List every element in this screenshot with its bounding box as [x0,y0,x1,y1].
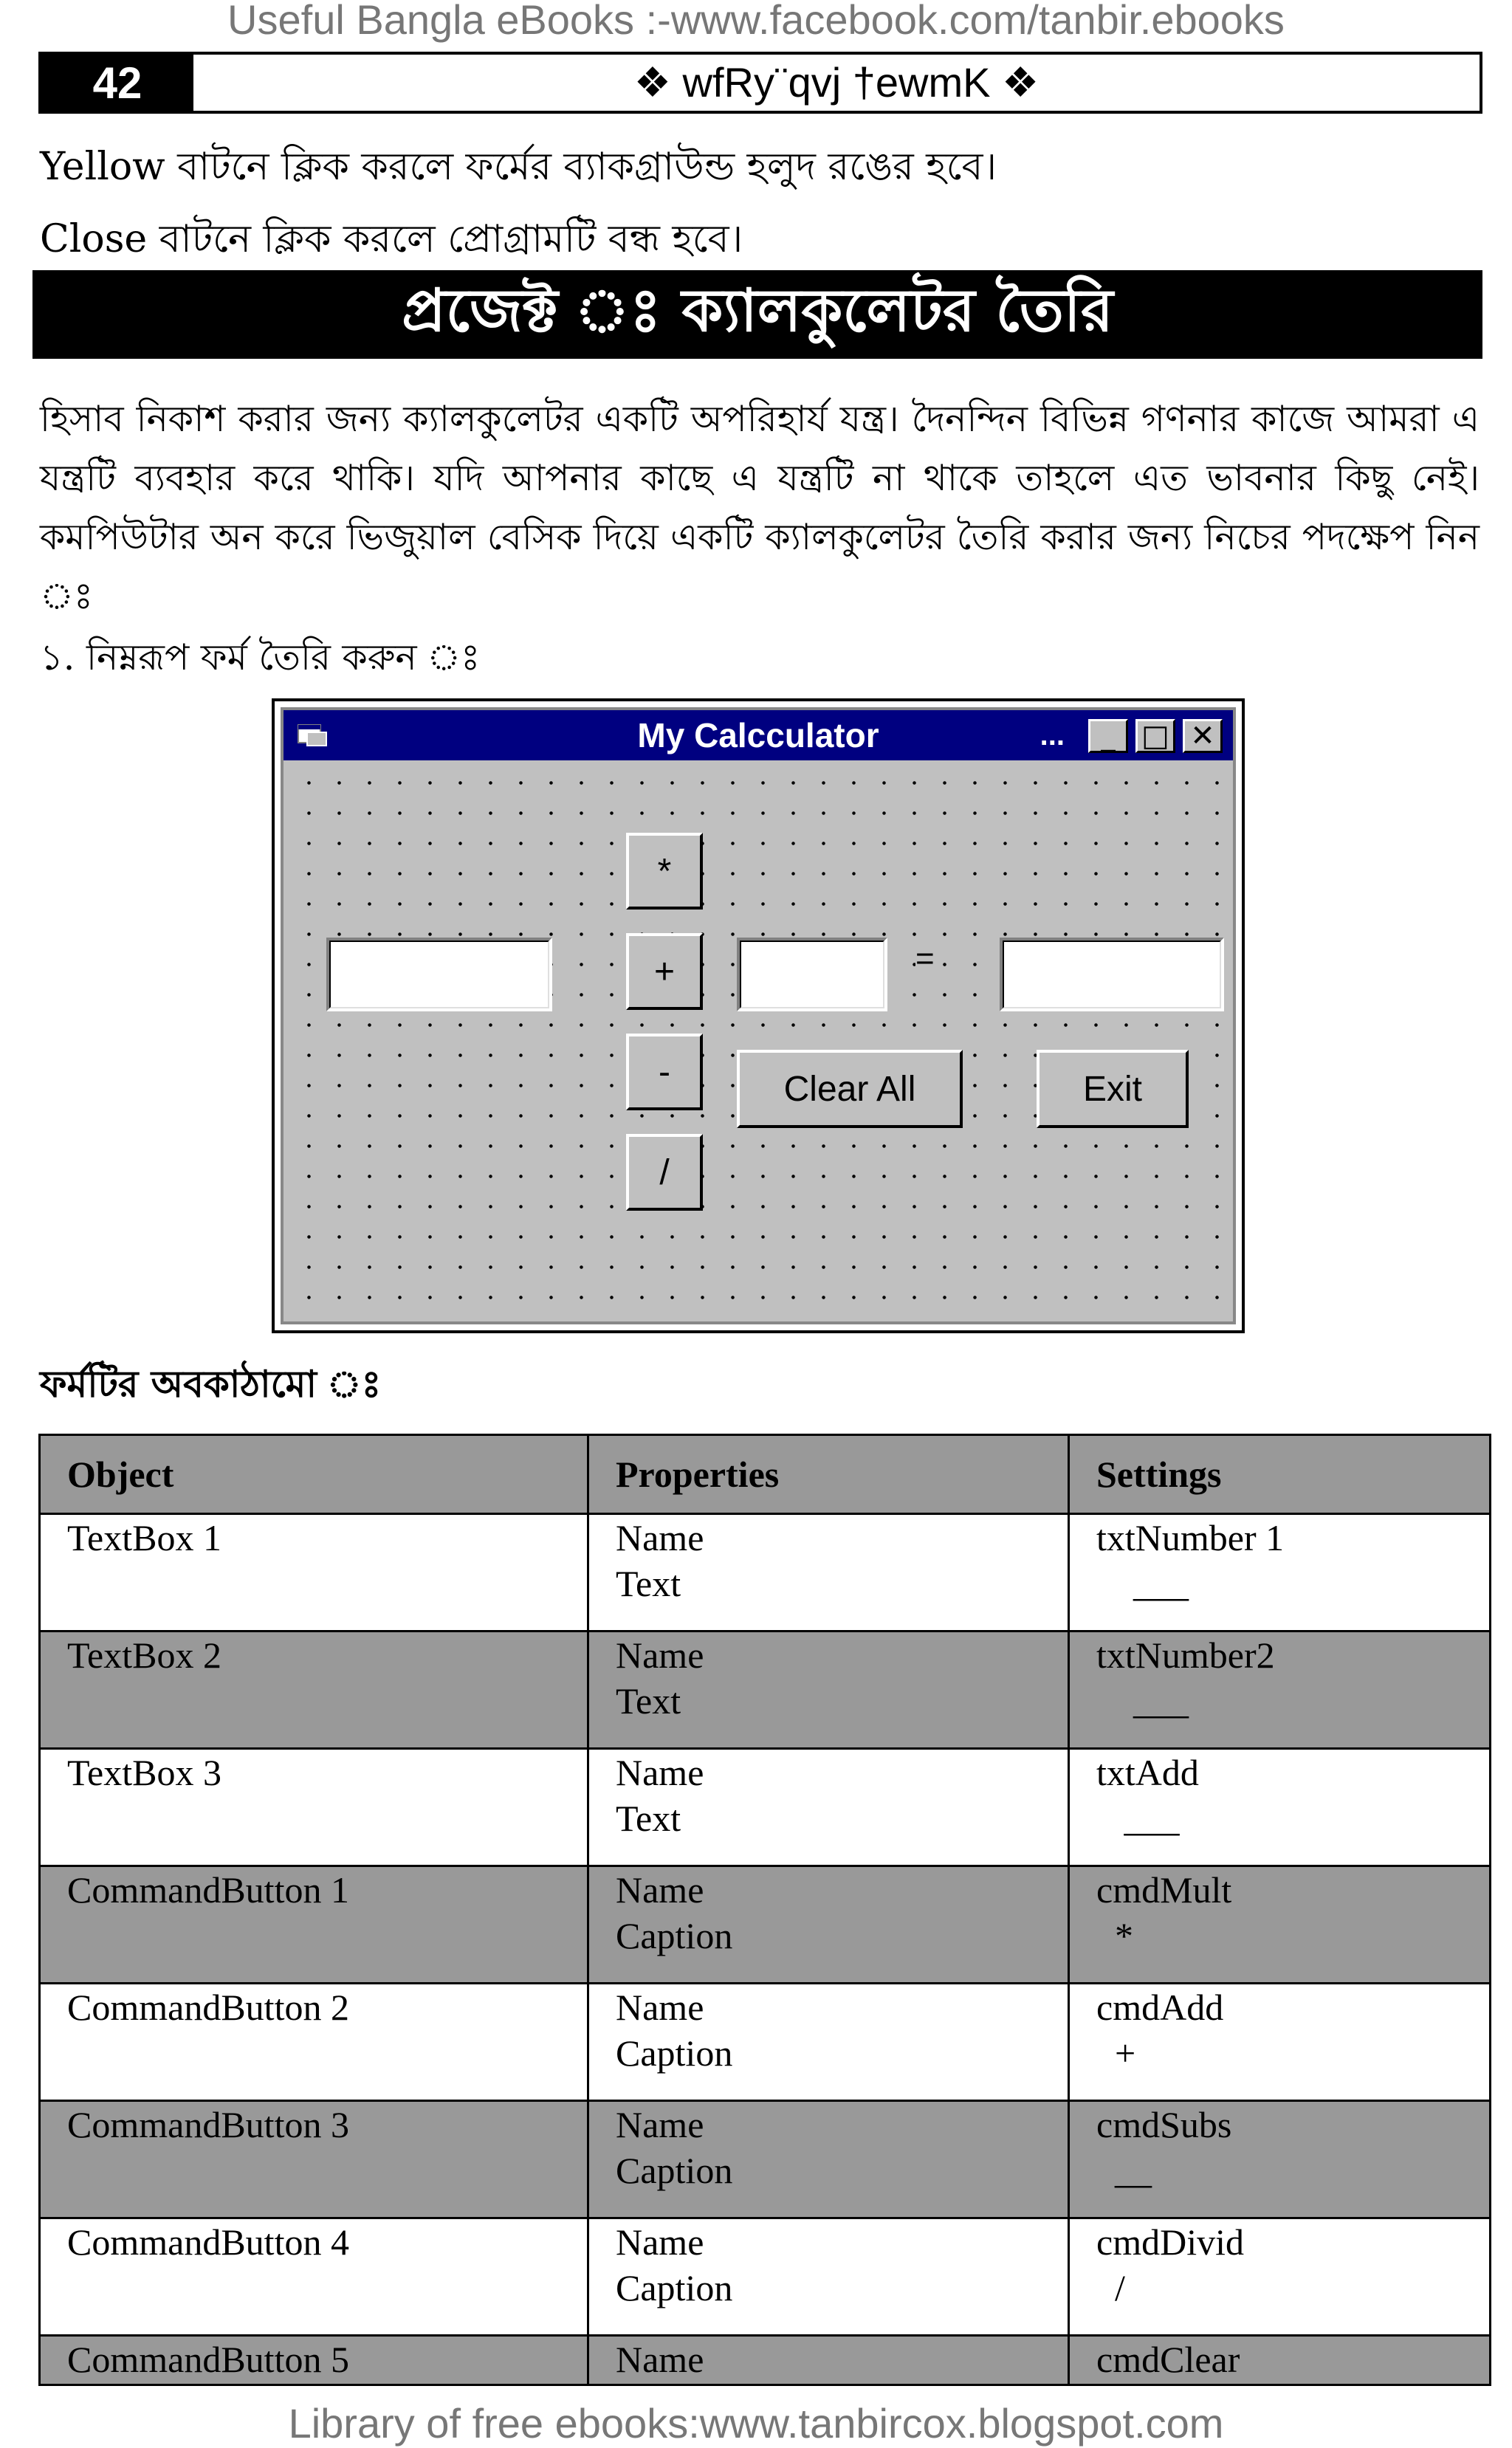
cell-settings: txtNumber 1 ___ [1069,1514,1491,1632]
header-object: Object [40,1435,588,1514]
cell-object: TextBox 3 [40,1749,588,1866]
cell-settings: txtNumber2 ___ [1069,1632,1491,1749]
running-head: ❖ wfRy¨qvj †ewmK ❖ [633,59,1040,106]
step-1-text: ১. নিম্নরূপ ফর্ম তৈরি করুন ঃ [40,636,481,678]
cell-object: CommandButton 3 [40,2101,588,2218]
cell-object: CommandButton 2 [40,1984,588,2101]
cell-settings: cmdAdd + [1069,1984,1491,2101]
header-properties: Properties [588,1435,1069,1514]
cell-properties: Name Caption [588,1984,1069,2101]
text-line-yellow: Yellow বাটনে ক্লিক করলে ফর্মের ব্যাকগ্রাউন্ড হলুদ রঙের হবে। [40,145,997,189]
bottom-banner: Library of free ebooks:www.tanbircox.blogspot.com [288,2400,1224,2447]
add-button[interactable]: + [626,933,703,1010]
table-row [40,1984,1491,2101]
cell-object: CommandButton 5 [40,2336,588,2385]
table-header-row [40,1435,1491,1514]
cell-settings: cmdSubs __ [1069,2101,1491,2218]
cell-properties: Name [588,2336,1069,2385]
table-row [40,1866,1491,1984]
form-structure-heading: ফর্মটির অবকাঠামো ঃ [40,1362,382,1406]
properties-table [38,1434,1491,2386]
top-banner: Useful Bangla eBooks :-www.facebook.com/tanbir.ebooks [227,0,1285,43]
cell-settings: cmdMult * [1069,1866,1491,1984]
form-client-area [284,760,1233,1321]
subtract-button[interactable]: - [626,1034,703,1110]
cell-settings: cmdDivid / [1069,2218,1491,2336]
cell-object: CommandButton 4 [40,2218,588,2336]
cell-properties: Name Caption [588,1866,1069,1984]
cell-properties: Name Text [588,1749,1069,1866]
table-row [40,2218,1491,2336]
table-row [40,1514,1491,1632]
number2-textbox[interactable] [737,938,887,1011]
intro-paragraph: হিসাব নিকাশ করার জন্য ক্যালকুলেটর একটি অপরিহার্য যন্ত্র। দৈনন্দিন বিভিন্ন গণনার কাজে আমরা এ যন্ত্রটি ব্যবহার করে থাকি। যদি আপনার কাছে এ যন্ত্রটি না থাকে তাহলে এত ভাবনার কিছু নেই। কমপিউটার অন করে ভিজুয়াল বেসিক দিয়ে একটি ক্যালকুলেটর তৈরি করার জন্য নিচের পদক্ষেপ নিন ঃ [40,398,1480,617]
divide-button[interactable]: / [626,1134,703,1211]
number1-textbox[interactable] [326,938,552,1011]
clear-all-button[interactable]: Clear All [737,1050,963,1128]
form-title-bar [284,710,1233,760]
cell-object: TextBox 2 [40,1632,588,1749]
table-row [40,1749,1491,1866]
title-ellipsis: ... [1040,719,1065,752]
result-textbox[interactable] [1000,938,1224,1011]
table-row [40,2336,1491,2385]
cell-properties: Name Text [588,1514,1069,1632]
close-button[interactable]: ✕ [1183,719,1223,753]
table-row [40,2101,1491,2218]
maximize-button[interactable]: □ [1135,719,1175,753]
cell-object: CommandButton 1 [40,1866,588,1984]
cell-object: TextBox 1 [40,1514,588,1632]
minimize-button[interactable]: _ [1088,719,1128,753]
calculator-form-screenshot [272,698,1245,1333]
cell-properties: Name Text [588,1632,1069,1749]
cell-properties: Name Caption [588,2218,1069,2336]
cell-properties: Name Caption [588,2101,1069,2218]
cell-settings: cmdClear [1069,2336,1491,2385]
page-header [38,52,1482,114]
cell-settings: txtAdd ___ [1069,1749,1491,1866]
table-row [40,1632,1491,1749]
section-title: প্রজেক্ট ঃ ক্যালকুলেটর তৈরি [32,270,1482,359]
page-number: 42 [41,55,193,111]
text-line-close: Close বাটনে ক্লিক করলে প্রোগ্রামটি বন্ধ হবে। [40,217,743,261]
multiply-button[interactable]: * [626,833,703,910]
header-settings: Settings [1069,1435,1491,1514]
form-window [281,707,1236,1324]
form-title: My Calcculator [637,716,879,754]
exit-button[interactable]: Exit [1037,1050,1189,1128]
equals-label: = [915,941,935,977]
